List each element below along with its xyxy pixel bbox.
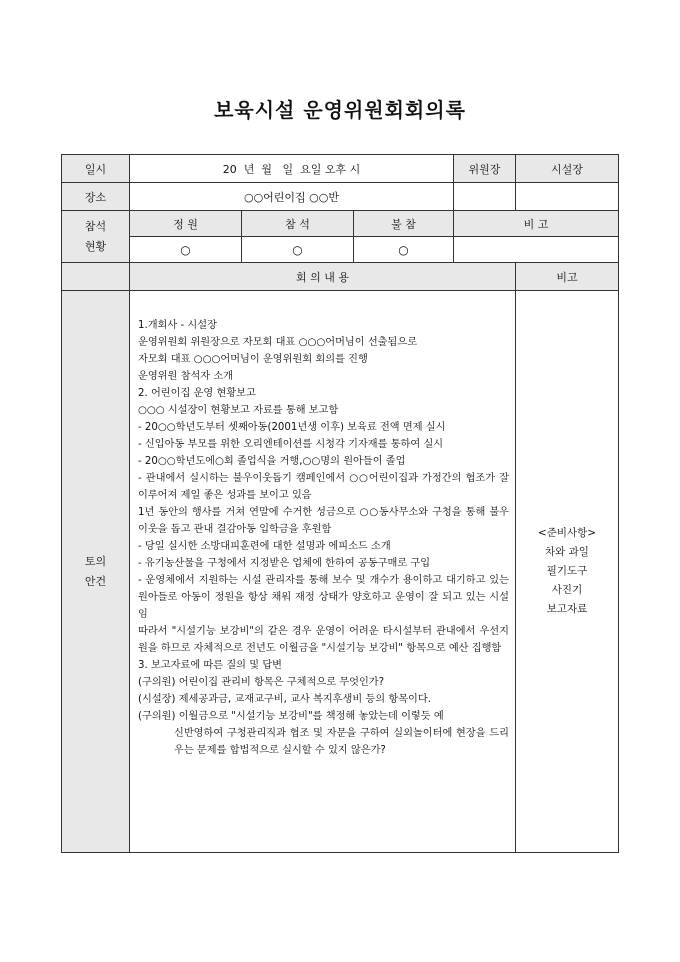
agenda-label: 토의 안건	[62, 291, 130, 853]
remarks-line: 차와 과일	[545, 546, 589, 558]
content-header: 회 의 내 용	[130, 263, 516, 291]
content-line: - 당일 실시한 소방대피훈련에 대한 설명과 에피소드 소개	[138, 541, 391, 552]
director-label: 시설장	[516, 155, 619, 183]
attendance-label: 참석 현황	[62, 211, 130, 263]
place-value: ○○어린이집 ○○반	[130, 183, 454, 211]
chair-signature	[454, 183, 516, 211]
content-line: 3. 보고자료에 따른 질의 및 답변	[138, 660, 283, 671]
meeting-content	[130, 291, 516, 853]
absent-header: 불 참	[354, 211, 454, 237]
remarks-line: 사진기	[551, 584, 583, 596]
content-line: - 운영체에서 지원하는 시설 관리자를 통해 보수 및 개수가 용이하고 대기하고 있는 원아들로 아동이 정원을 항상 채워 재정 상태가 양호하고 운영이 잘 되고 있는 시설임	[138, 575, 509, 620]
chair-label: 위원장	[454, 155, 516, 183]
present-header: 참 석	[242, 211, 354, 237]
content-line: - 유기농산물을 구청에서 지정받은 업체에 한하여 공동구매로 구입	[138, 558, 431, 569]
document-title: 보육시설 운영위원회회의록	[214, 98, 466, 122]
content-line: 따라서 "시설기능 보강비"의 같은 경우 운영이 어려운 타시설부터 관내에서 우선지원을 하므로 자체적으로 전년도 이월금을 "시설기능 보강비" 항목으로 예산 집행함	[138, 626, 509, 654]
note-value	[454, 237, 619, 263]
remarks-line: <준비사항>	[537, 527, 597, 539]
content-line: - 20○○학년도에○회 졸업식을 거행,○○명의 원아들이 졸업	[138, 456, 406, 467]
content-line: 운영위원 참석자 소개	[138, 371, 234, 382]
content-line: 자모회 대표 ○○○어머님이 운영위원회 회의를 진행	[138, 354, 368, 365]
director-signature	[516, 183, 619, 211]
blank-header-cell	[62, 263, 130, 291]
content-line: 신반영하여 구청관리직과 협조 및 자문을 구하여 실외놀이터에 현장을 드리우는 문제를 합법적으로 실시할 수 있지 않은가?	[174, 728, 509, 756]
remarks-header: 비고	[516, 263, 619, 291]
content-line: (구의원) 이월금으로 "시설기능 보강비"를 책정해 놓았는데 이렇듯 예	[138, 711, 444, 722]
capacity-header: 정 원	[130, 211, 242, 237]
content-line: 1년 동안의 행사를 거쳐 연말에 수거한 성금으로 ○○동사무소와 구청을 통해 불우이웃을 돕고 관내 결감아동 입학금을 후원함	[138, 507, 509, 535]
date-label: 일시	[62, 155, 130, 183]
note-header: 비 고	[454, 211, 619, 237]
content-line: - 20○○학년도부터 셋째아동(2001년생 이후) 보육료 전액 면제 실시	[138, 422, 446, 433]
remarks-line: 보고자료	[546, 603, 588, 615]
content-line: ○○○ 시설장이 현황보고 자료를 통해 보고함	[138, 405, 339, 416]
remarks-cell	[516, 291, 619, 853]
remarks-line: 필기도구	[546, 565, 588, 577]
place-label: 장소	[62, 183, 130, 211]
present-value: ○	[242, 237, 354, 263]
content-line: 2. 어린이집 운영 현황보고	[138, 388, 256, 399]
content-line: - 관내에서 실시하는 불우이웃돕기 캠페인에서 ○○어린이집과 가정간의 협조가 잘 이루어져 제일 좋은 성과를 보이고 있음	[138, 473, 509, 501]
capacity-value: ○	[130, 237, 242, 263]
date-value: 20 년 월 일 요일 오후 시	[130, 155, 454, 183]
content-line: - 신입아동 부모를 위한 오리엔테이션를 시청각 기자재를 통하여 실시	[138, 439, 444, 450]
content-line: (구의원) 어린이집 관리비 항목은 구체적으로 무엇인가?	[138, 677, 385, 688]
absent-value: ○	[354, 237, 454, 263]
content-line: 운영위원회 위원장으로 자모회 대표 ○○○어머님이 선출됨으로	[138, 337, 418, 348]
minutes-table	[61, 154, 619, 853]
content-line: 1.개회사 - 시설장	[138, 320, 217, 331]
content-line: (시설장) 제세공과금, 교재교구비, 교사 복지후생비 등의 항목이다.	[138, 694, 431, 705]
